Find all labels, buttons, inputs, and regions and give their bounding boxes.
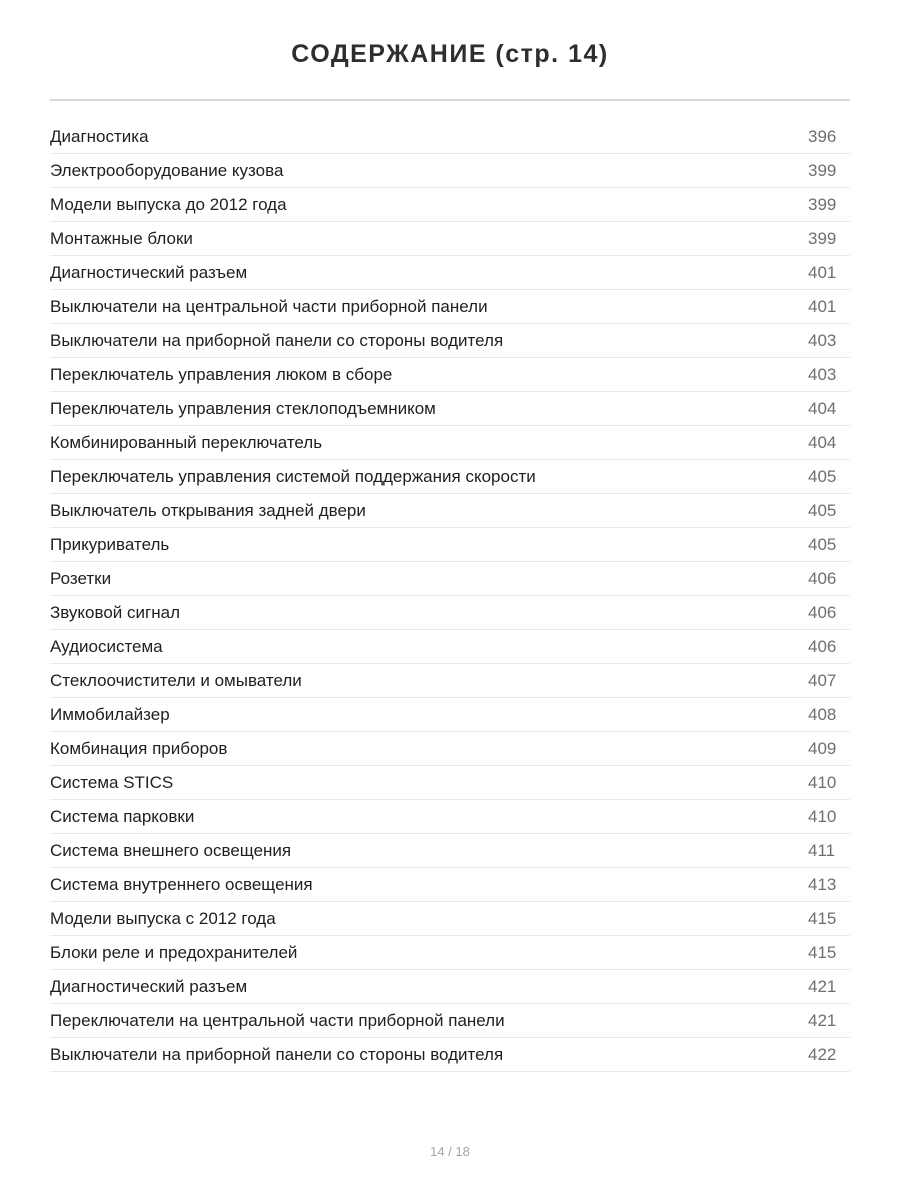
toc-entry-label: Переключатель управления системой поддержания скорости: [50, 466, 536, 486]
toc-entry-page: 401: [808, 262, 837, 282]
toc-entry[interactable]: [50, 528, 850, 562]
toc-entry[interactable]: [50, 562, 850, 596]
toc-entry[interactable]: [50, 936, 850, 970]
toc-entry-page: 396: [808, 126, 837, 146]
toc-entry-page: 422: [808, 1044, 837, 1064]
toc-entry-label: Стеклоочистители и омыватели: [50, 670, 302, 690]
toc-entry-page: 405: [808, 500, 837, 520]
toc-entry-page: 406: [808, 636, 837, 656]
toc-entry[interactable]: [50, 358, 850, 392]
toc-entry-label: Выключатели на приборной панели со стороны водителя: [50, 330, 504, 350]
toc-entry[interactable]: [50, 732, 850, 766]
toc-entry-label: Выключатель открывания задней двери: [50, 500, 366, 520]
toc-entry-label: Иммобилайзер: [50, 704, 170, 724]
toc-entry-label: Система внешнего освещения: [50, 840, 292, 860]
toc-entry[interactable]: [50, 868, 850, 902]
toc-entry-label: Переключатели на центральной части приборной панели: [50, 1010, 505, 1030]
toc-entry-label: Монтажные блоки: [50, 228, 193, 248]
toc-entry-page: 410: [808, 806, 837, 826]
toc-entry[interactable]: [50, 1038, 850, 1072]
toc-entry[interactable]: [50, 664, 850, 698]
toc-entry[interactable]: [50, 834, 850, 868]
toc-entry-label: Система парковки: [50, 806, 195, 826]
toc-entry-label: Розетки: [50, 568, 112, 588]
toc-entry-page: 421: [808, 1010, 837, 1030]
toc-entry-label: Система STICS: [50, 772, 174, 792]
toc-entry-label: Модели выпуска до 2012 года: [50, 194, 287, 214]
toc-entry-page: 406: [808, 602, 837, 622]
toc-entry-label: Диагностический разъем: [50, 262, 248, 282]
toc-entry-page: 409: [808, 738, 837, 758]
toc-entry-label: Аудиосистема: [50, 636, 163, 656]
toc-entry[interactable]: [50, 290, 850, 324]
toc-entry-label: Выключатели на приборной панели со стороны водителя: [50, 1044, 504, 1064]
toc-entry-label: Комбинированный переключатель: [50, 432, 323, 452]
toc-entry-page: 403: [808, 364, 837, 384]
toc-entry-page: 403: [808, 330, 837, 350]
toc-entry-page: 410: [808, 772, 837, 792]
toc-entry-page: 407: [808, 670, 837, 690]
toc-entry[interactable]: [50, 800, 850, 834]
toc-entry[interactable]: [50, 188, 850, 222]
toc-entry-page: 399: [808, 160, 837, 180]
toc-entry-page: 413: [808, 874, 837, 894]
toc-entry[interactable]: [50, 222, 850, 256]
toc-entry-label: Модели выпуска с 2012 года: [50, 908, 276, 928]
toc-entry-label: Переключатель управления люком в сборе: [50, 364, 393, 384]
toc-entry[interactable]: [50, 154, 850, 188]
title-divider: [50, 99, 850, 101]
toc-entry-page: 399: [808, 228, 837, 248]
toc-entry[interactable]: [50, 902, 850, 936]
toc-entry-page: 411: [808, 840, 836, 860]
toc-entry-label: Звуковой сигнал: [50, 602, 180, 622]
toc-entry[interactable]: [50, 698, 850, 732]
toc-entry-label: Блоки реле и предохранителей: [50, 942, 298, 962]
toc-entry[interactable]: [50, 324, 850, 358]
toc-entry-page: 404: [808, 432, 837, 452]
toc-entry[interactable]: [50, 630, 850, 664]
toc-entry-page: 405: [808, 466, 837, 486]
toc-entry-label: Электрооборудование кузова: [50, 160, 284, 180]
toc-entry-label: Переключатель управления стеклоподъемником: [50, 398, 436, 418]
toc-entry[interactable]: [50, 120, 850, 154]
toc-entry[interactable]: [50, 970, 850, 1004]
toc-entry-page: 421: [808, 976, 837, 996]
toc-entry-label: Диагностика: [50, 126, 149, 146]
toc-entry-label: Система внутреннего освещения: [50, 874, 313, 894]
toc-entry[interactable]: [50, 596, 850, 630]
toc-entry[interactable]: [50, 392, 850, 426]
page-indicator: 14 / 18: [430, 1144, 470, 1159]
toc-entry[interactable]: [50, 426, 850, 460]
table-of-contents: [50, 120, 850, 1072]
toc-entry-page: 401: [808, 296, 837, 316]
toc-entry-label: Комбинация приборов: [50, 738, 228, 758]
toc-entry-page: 404: [808, 398, 837, 418]
toc-entry[interactable]: [50, 460, 850, 494]
toc-entry-label: Прикуриватель: [50, 534, 170, 554]
toc-entry-page: 415: [808, 942, 837, 962]
toc-entry-page: 408: [808, 704, 837, 724]
toc-entry-page: 405: [808, 534, 837, 554]
toc-entry-label: Выключатели на центральной части приборной панели: [50, 296, 488, 316]
toc-entry-label: Диагностический разъем: [50, 976, 248, 996]
toc-entry[interactable]: [50, 494, 850, 528]
toc-entry[interactable]: [50, 1004, 850, 1038]
toc-entry[interactable]: [50, 256, 850, 290]
toc-entry-page: 415: [808, 908, 837, 928]
toc-entry[interactable]: [50, 766, 850, 800]
page-title: СОДЕРЖАНИЕ (стр. 14): [291, 40, 609, 68]
toc-entry-page: 406: [808, 568, 837, 588]
toc-entry-page: 399: [808, 194, 837, 214]
